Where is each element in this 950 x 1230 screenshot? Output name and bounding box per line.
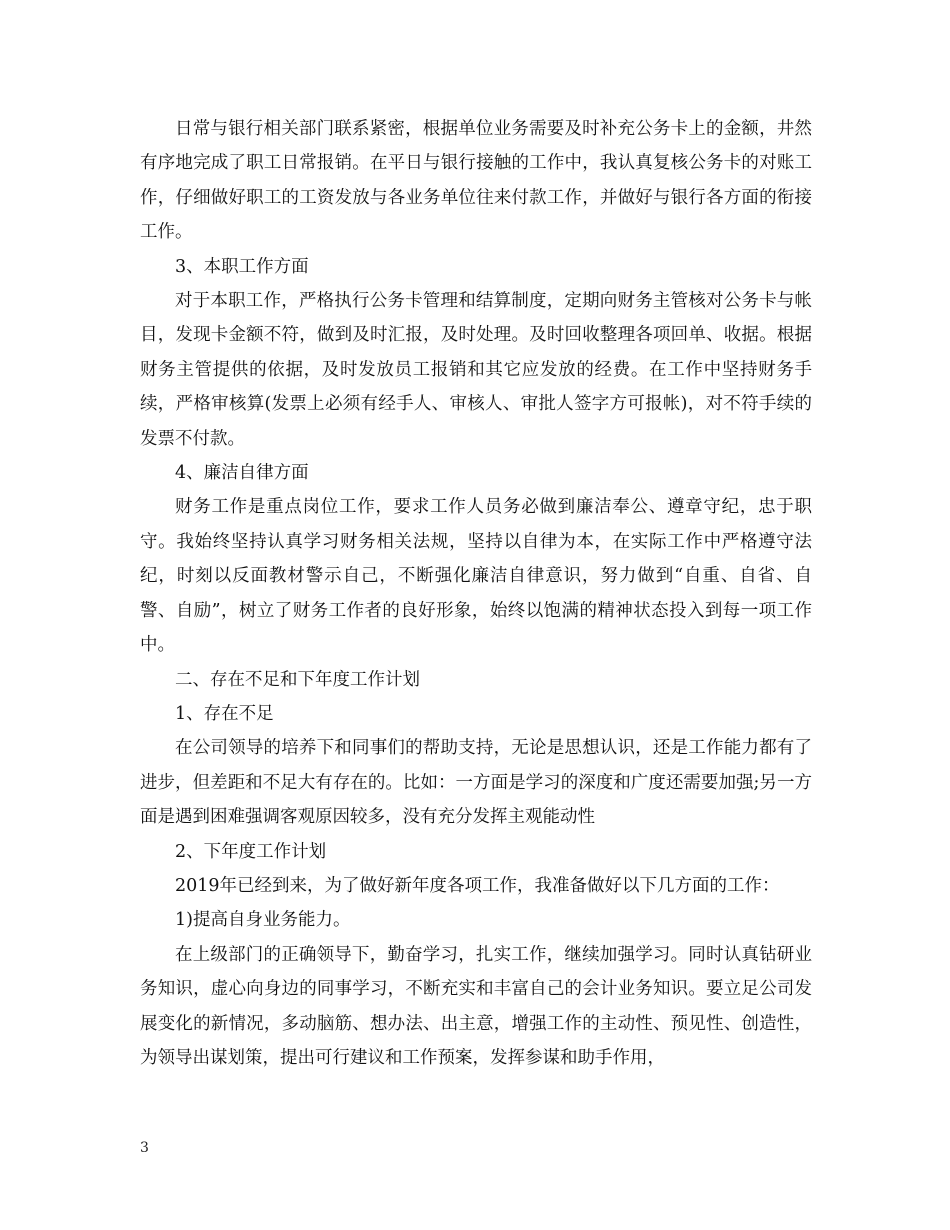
paragraph-duty-work: 对于本职工作，严格执行公务卡管理和结算制度，定期向财务主管核对公务卡与帐目，发现卡金额不符，做到及时汇报，及时处理。及时回收整理各项回单、收据。根据财务主管提供的依据，及时发放员工报销和其它应发放的经费。在工作中坚持财务手续，严格审核算(发票上必须有经手人、审核人、审批人签字方可报帐)，对不符手续的发票不付款。 [140,291,812,449]
document-body [140,112,812,1075]
page-number: 3 [140,1140,149,1156]
heading-duty-work: 3、本职工作方面 [175,256,309,277]
paragraph-integrity: 财务工作是重点岗位工作，要求工作人员务必做到廉洁奉公、遵章守纪，忠于职守。我始终坚持认真学习财务相关法规，坚持以自律为本，在实际工作中严格遵守法纪，时刻以反面教材警示自己，不断强化廉洁自律意识，努力做到“自重、自省、自警、自励”，树立了财务工作者的良好形象，始终以饱满的精神状态投入到每一项工作中。 [140,497,812,656]
paragraph-improve-ability: 在上级部门的正确领导下，勤奋学习，扎实工作，继续加强学习。同时认真钻研业务知识，虚心向身边的同事学习，不断充实和丰富自己的会计业务知识。要立足公司发展变化的新情况，多动脑筋、想办法、出主意，增强工作的主动性、预见性、创造性，为领导出谋划策，提出可行建议和工作预案，发挥参谋和助手作用， [140,944,812,1068]
heading-next-year-plan: 2、下年度工作计划 [175,841,327,862]
heading-integrity: 4、廉洁自律方面 [175,463,309,484]
paragraph-next-year-intro: 2019年已经到来，为了做好新年度各项工作，我准备做好以下几方面的工作： [175,875,780,896]
heading-improve-ability: 1)提高自身业务能力。 [175,910,351,931]
heading-shortcomings-plan: 二、存在不足和下年度工作计划 [175,669,420,690]
paragraph-shortcomings: 在公司领导的培养下和同事们的帮助支持，无论是思想认识，还是工作能力都有了进步，但差距和不足大有存在的。比如：一方面是学习的深度和广度还需要加强;另一方面是遇到困难强调客观原因较多，没有充分发挥主观能动性 [140,738,812,828]
heading-shortcomings: 1、存在不足 [175,703,274,724]
paragraph-bank-liaison: 日常与银行相关部门联系紧密，根据单位业务需要及时补充公务卡上的金额，井然有序地完成了职工日常报销。在平日与银行接触的工作中，我认真复核公务卡的对账工作，仔细做好职工的工资发放与各业务单位往来付款工作，并做好与银行各方面的衔接工作。 [140,119,812,243]
